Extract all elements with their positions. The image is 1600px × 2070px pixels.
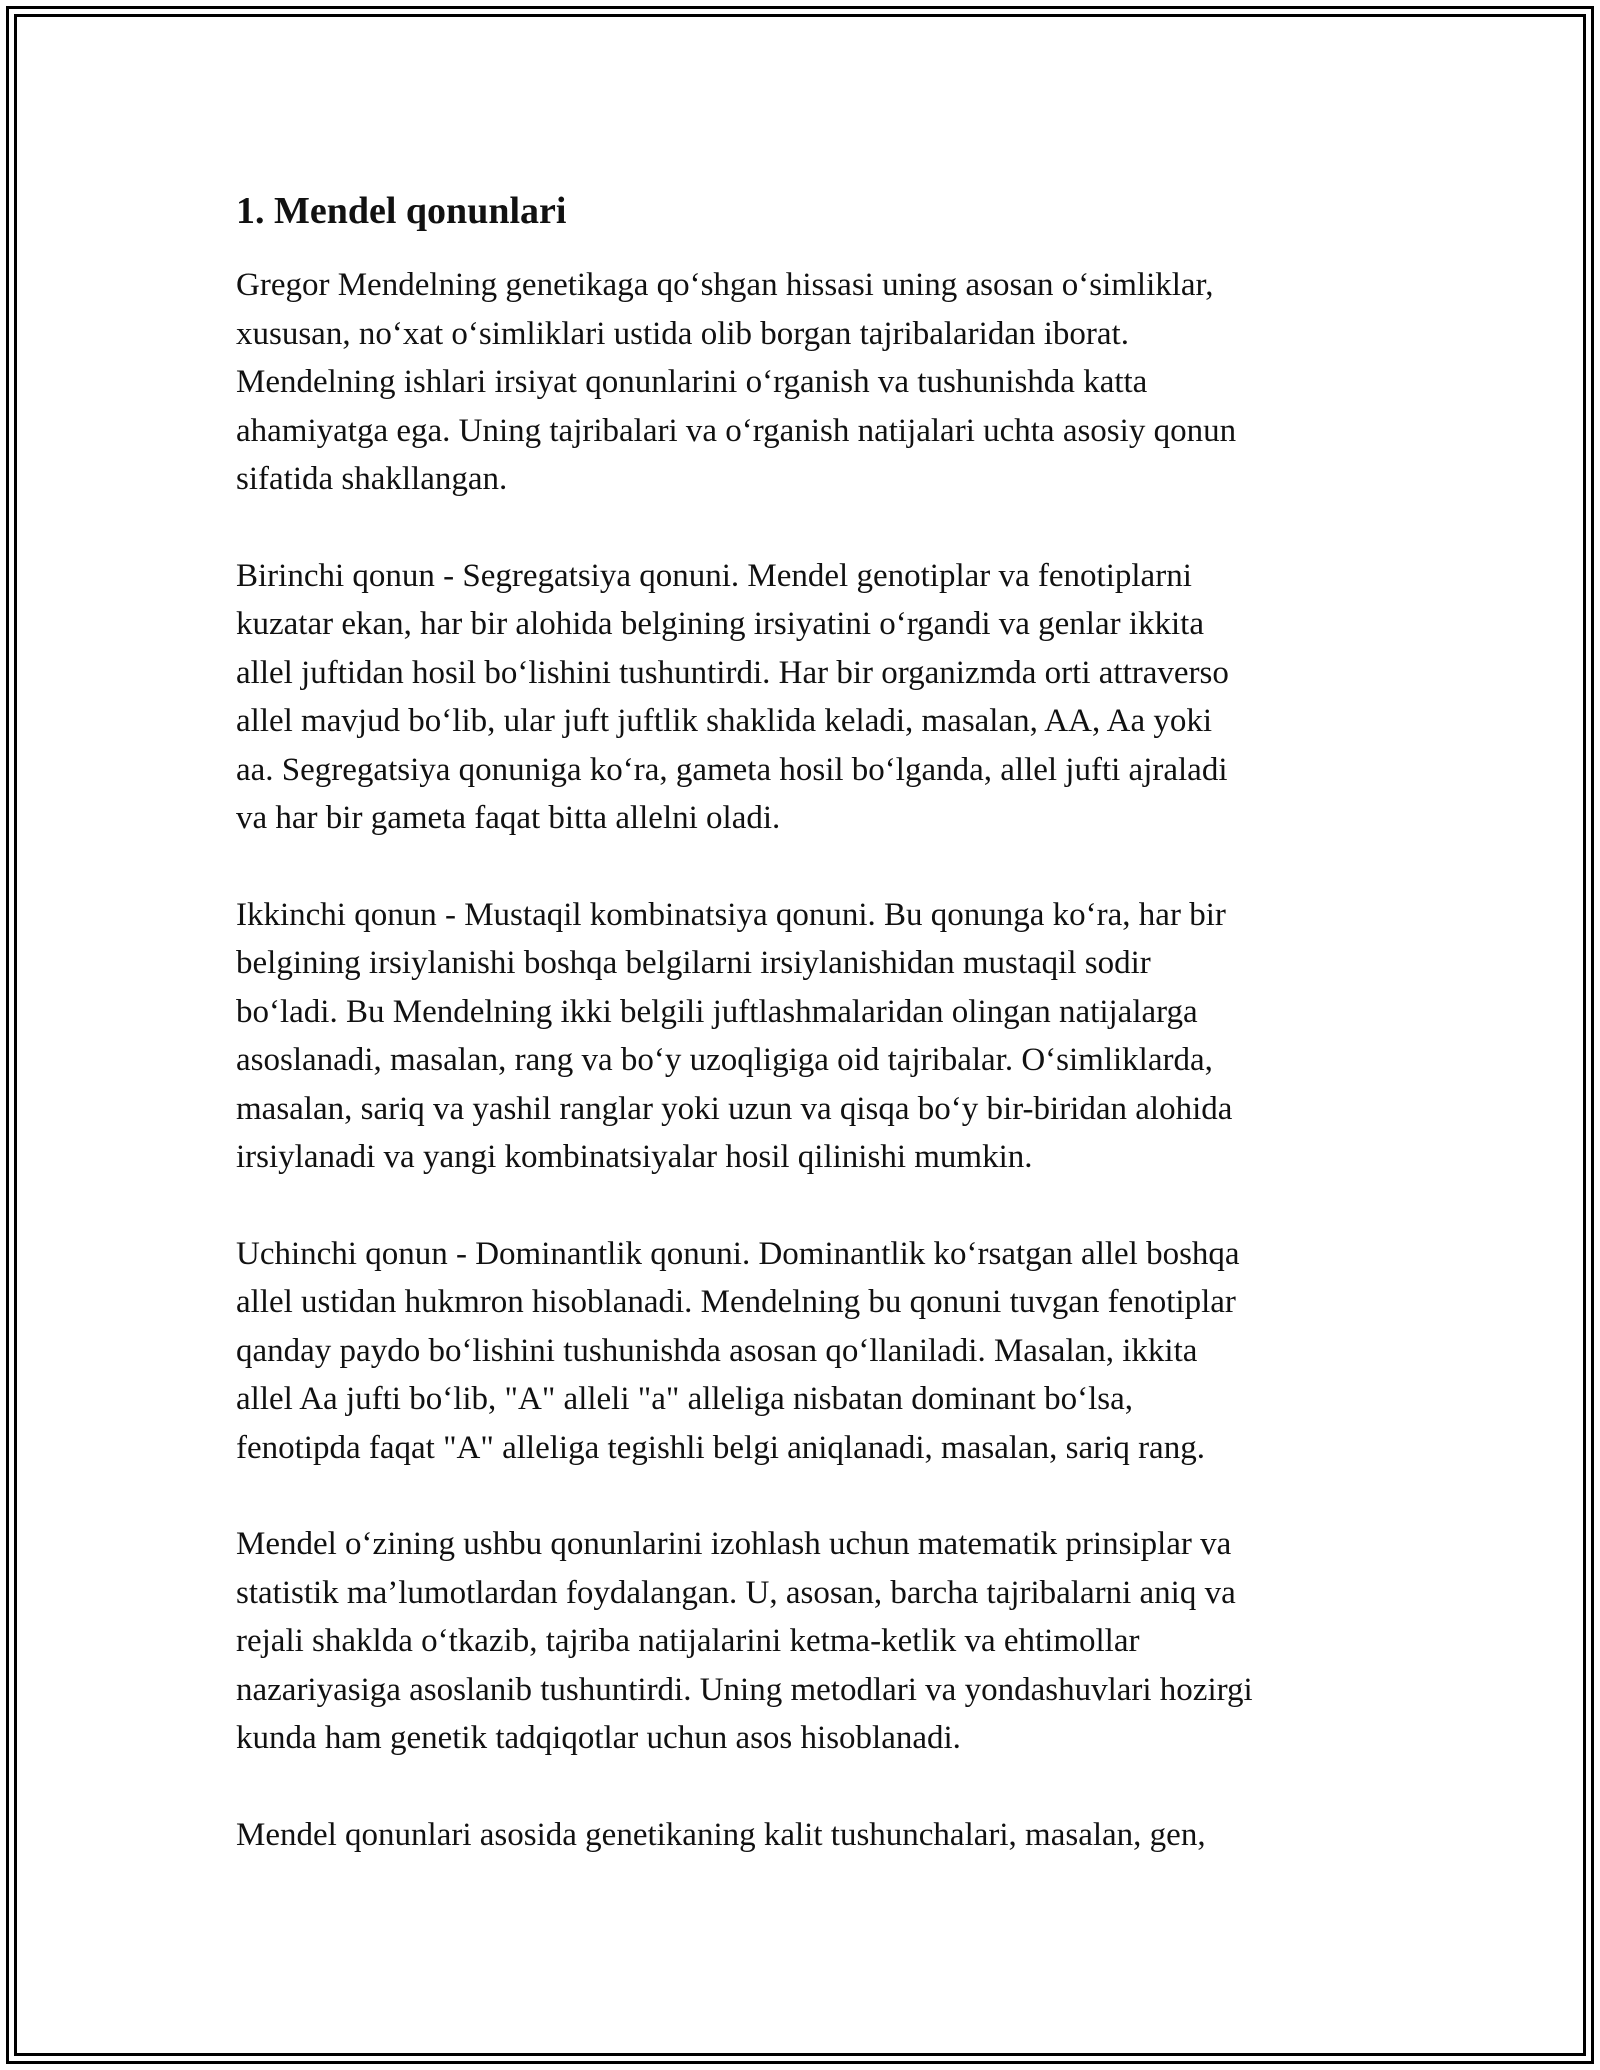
paragraph-second-law: Ikkinchi qonun - Mustaqil kombinatsiya qonuni. Bu qonunga ko‘ra, har bir belgining irsiylanishi boshqa belgilarni irsiylanishidan mustaqil sodir bo‘ladi. Bu Mendelning ikki belgili juftlashmalaridan olingan natijalarga asoslanadi, masalan, rang va bo‘y uzoqligiga oid tajribalar. O‘simliklarda, masalan, sariq va yashil ranglar yoki uzun va qisqa bo‘y bir-biridan alohida irsiylanadi va yangi kombinatsiyalar hosil qilinishi mumkin. [236,896,1233,1175]
paragraph-continuation: Mendel qonunlari asosida genetikaning kalit tushunchalari, masalan, gen, [236,1816,1206,1853]
paragraph-third-law: Uchinchi qonun - Dominantlik qonuni. Dominantlik ko‘rsatgan allel boshqa allel ustidan hukmron hisoblanadi. Mendelning bu qonuni tuvgan fenotiplar qanday paydo bo‘lishini tushunishda asosan qo‘llaniladi. Masalan, ikkita allel Aa jufti bo‘lib, "A" alleli "a" alleliga nisbatan dominant bo‘lsa, fenotipda faqat "A" alleliga tegishli belgi aniqlanadi, masalan, sariq rang. [236,1235,1240,1466]
document-body [236,187,1386,1907]
paragraph-methods: Mendel o‘zining ushbu qonunlarini izohlash uchun matematik prinsiplar va statistik ma’lumotlardan foydalangan. U, asosan, barcha tajribalarni aniq va rejali shaklda o‘tkazib, tajriba natijalarini ketma-ketlik va ehtimollar nazariyasiga asoslanib tushuntirdi. Uning metodlari va yondashuvlari hozirgi kunda ham genetik tadqiqotlar uchun asos hisoblanadi. [236,1526,1253,1756]
paragraph-intro: Gregor Mendelning genetikaga qo‘shgan hissasi uning asosan o‘simliklar, xususan, no‘xat o‘simliklari ustida olib borgan tajribalaridan iborat. Mendelning ishlari irsiyat qonunlarini o‘rganish va tushunishda katta ahamiyatga ega. Uning tajribalari va o‘rganish natijalari uchta asosiy qonun sifatida shakllangan. [236,267,1237,497]
paragraph-first-law: Birinchi qonun - Segregatsiya qonuni. Mendel genotiplar va fenotiplarni kuzatar ekan, har bir alohida belgining irsiyatini o‘rgandi va genlar ikkita allel juftidan hosil bo‘lishini tushuntirdi. Har bir organizmda orti attraverso allel mavjud bo‘lib, ular juft juftlik shaklida keladi, masalan, AA, Aa yoki aa. Segregatsiya qonuniga ko‘ra, gameta hosil bo‘lganda, allel jufti ajraladi va har bir gameta faqat bitta allelni oladi. [236,557,1229,836]
section-heading: 1. Mendel qonunlari [236,190,567,232]
